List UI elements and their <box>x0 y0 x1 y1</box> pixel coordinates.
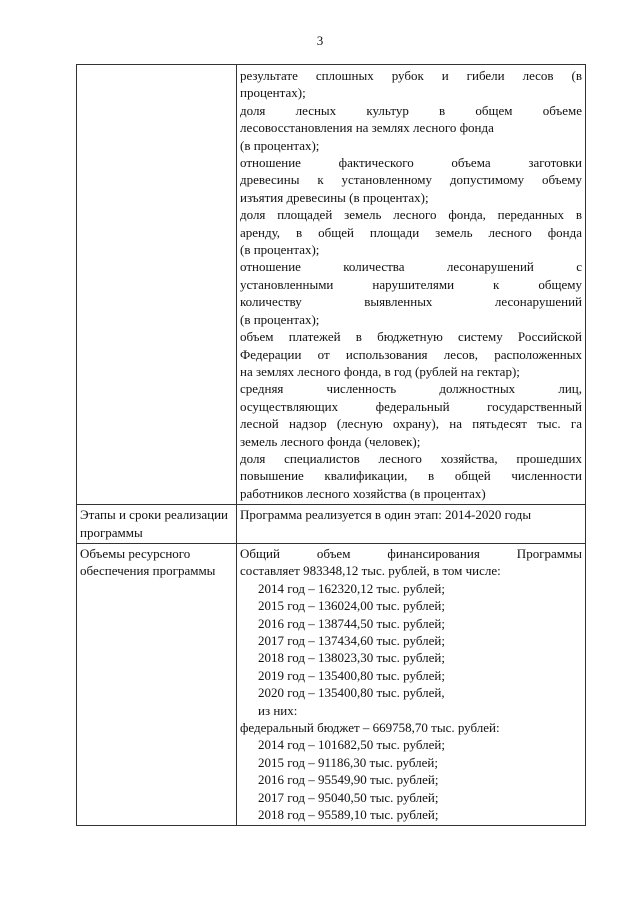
funding-year-line: 2019 год – 135400,80 тыс. рублей; <box>258 667 445 683</box>
resources-row <box>77 543 586 826</box>
indicator-line: доля специалистов лесного хозяйства, прошедших <box>240 450 582 466</box>
indicator-line: изъятия древесины (в процентах); <box>240 189 429 205</box>
indicator-line: установленными нарушителями к общему <box>240 276 582 292</box>
program-passport-table <box>76 64 586 826</box>
funding-year-line: 2018 год – 95589,10 тыс. рублей; <box>258 807 439 823</box>
indicators-label-cell <box>77 65 237 505</box>
funding-year-line: 2020 год – 135400,80 тыс. рублей, <box>258 685 445 701</box>
indicator-line: результате сплошных рубок и гибели лесов (в <box>240 68 582 83</box>
funding-year-line: 2014 год – 101682,50 тыс. рублей; <box>258 737 445 753</box>
indicator-line: повышение квалификации, в общей численности <box>240 468 582 484</box>
stages-cell <box>237 505 586 544</box>
resources-label: Объемы ресурсного обеспечения программы <box>77 543 237 826</box>
funding-year-line: 2017 год – 95040,50 тыс. рублей; <box>258 789 439 805</box>
federal-years-list <box>240 736 582 823</box>
funding-year-line: 2015 год – 91186,30 тыс. рублей; <box>258 754 438 770</box>
stages-row <box>77 505 586 544</box>
stages-label: Этапы и сроки реализации программы <box>77 505 237 544</box>
stage-line: Программа реализуется в один этап: 2014-2020 годы <box>240 507 532 523</box>
funding-year-line: 2016 год – 95549,90 тыс. рублей; <box>258 772 439 788</box>
funding-year-line: 2014 год – 162320,12 тыс. рублей; <box>258 580 445 596</box>
indicator-line: на землях лесного фонда, в год (рублей на гектар); <box>240 363 520 379</box>
indicator-line: лесовосстановления на землях лесного фонда <box>240 120 494 136</box>
indicator-line: Федерации от использования лесов, расположенных <box>240 346 582 362</box>
funding-year-line: 2018 год – 138023,30 тыс. рублей; <box>258 650 445 666</box>
indicator-line: отношение фактического объема заготовки <box>240 155 582 171</box>
indicators-row <box>77 65 586 505</box>
indicator-line: земель лесного фонда (человек); <box>240 433 421 449</box>
resources-intro-1: Общий объем финансирования Программы <box>240 545 582 561</box>
funding-year-line: 2015 год – 136024,00 тыс. рублей; <box>258 598 445 614</box>
indicator-line: средняя численность должностных лиц, <box>240 381 582 397</box>
indicator-line: доля площадей земель лесного фонда, переданных в <box>240 207 582 223</box>
resources-cell <box>237 543 586 826</box>
indicator-line: лесной надзор (лесную охрану), на пятьдесят тыс. га <box>240 416 582 432</box>
indicator-line: объем платежей в бюджетную систему Российской <box>240 329 582 345</box>
indicator-line: (в процентах); <box>240 137 320 153</box>
indicator-line: процентах); <box>240 85 306 101</box>
indicator-line: количеству выявленных лесонарушений <box>240 294 582 310</box>
federal-budget-total: федеральный бюджет – 669758,70 тыс. рублей: <box>240 720 500 736</box>
indicator-line: (в процентах); <box>240 311 320 327</box>
of-them-text: из них: <box>258 702 298 718</box>
indicator-line: осуществляющих федеральный государственный <box>240 398 582 414</box>
indicator-line: (в процентах); <box>240 242 320 258</box>
indicator-line: отношение количества лесонарушений с <box>240 259 582 275</box>
resources-intro-2: составляет 983348,12 тыс. рублей, в том числе: <box>240 563 501 579</box>
funding-year-line: 2016 год – 138744,50 тыс. рублей; <box>258 615 445 631</box>
indicators-cell <box>237 65 586 505</box>
indicator-line: доля лесных культур в общем объеме <box>240 102 582 118</box>
page-number: 3 <box>316 33 324 48</box>
indicator-line: аренду, в общей площади земель лесного фонда <box>240 224 582 240</box>
indicator-line: древесины к установленному допустимому объему <box>240 172 582 188</box>
indicator-line: работников лесного хозяйства (в процентах) <box>240 485 486 501</box>
funding-year-line: 2017 год – 137434,60 тыс. рублей; <box>258 633 445 648</box>
total-years-list <box>240 580 582 702</box>
